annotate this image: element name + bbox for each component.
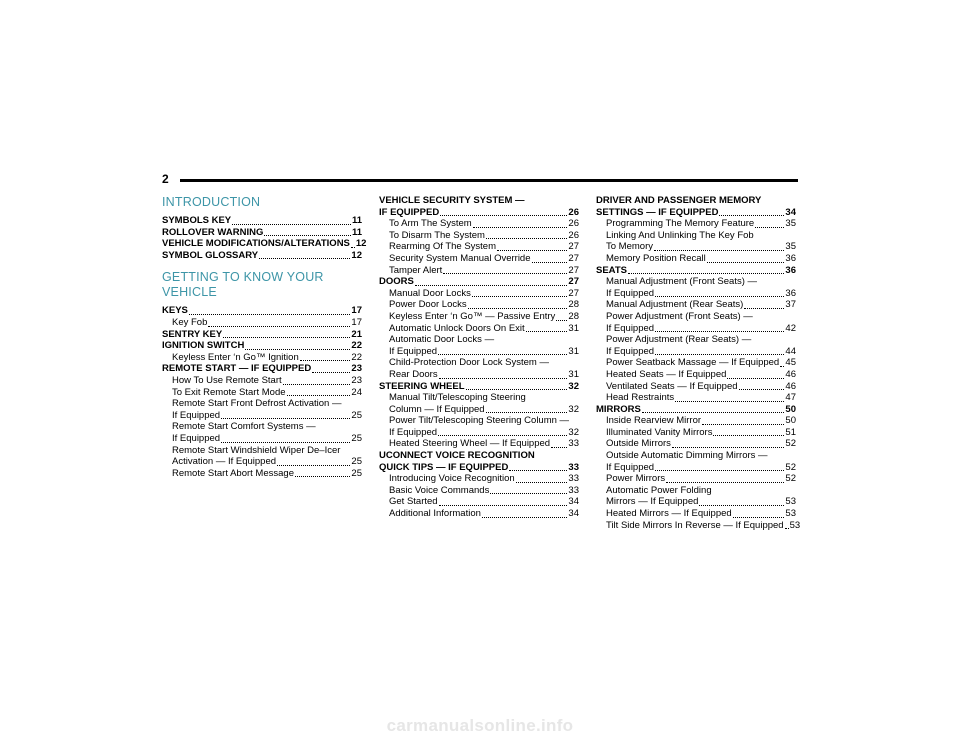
toc-entry-title: Heated Mirrors — If Equipped [606, 508, 732, 520]
dot-leader [655, 470, 784, 471]
toc-page-number: 33 [568, 461, 579, 473]
toc-page-number: 53 [785, 508, 796, 520]
toc-entry[interactable] [596, 357, 796, 369]
toc-entry-title: Keyless Enter ‘n Go™ Ignition [172, 351, 299, 363]
toc-column-2 [379, 195, 579, 520]
dot-leader [287, 395, 351, 396]
toc-entry[interactable] [162, 433, 362, 445]
toc-entry-title: ROLLOVER WARNING [162, 226, 264, 238]
toc-entry[interactable] [379, 253, 579, 265]
toc-page-number: 36 [785, 287, 796, 299]
toc-entry-title: SENTRY KEY [162, 328, 223, 340]
dot-leader [702, 424, 784, 425]
page-number: 2 [162, 172, 169, 186]
toc-entry[interactable] [596, 415, 796, 427]
dot-leader [232, 224, 351, 225]
toc-entry[interactable] [379, 218, 579, 230]
toc-page-number: 25 [351, 467, 362, 479]
toc-entry-title: Memory Position Recall [606, 252, 706, 264]
toc-heading-entry[interactable] [379, 381, 579, 393]
toc-column-1 [162, 195, 367, 479]
toc-entry[interactable] [379, 508, 579, 520]
toc-entry[interactable] [162, 387, 362, 399]
dot-leader [516, 482, 568, 483]
toc-entry[interactable] [379, 369, 579, 381]
toc-entry-line[interactable]: Automatic Power Folding [606, 484, 712, 496]
toc-page-number: 52 [785, 438, 796, 450]
toc-entry-title: SYMBOLS KEY [162, 215, 232, 226]
toc-page-number: 46 [785, 368, 796, 380]
dot-leader [642, 412, 785, 413]
dot-leader [526, 331, 568, 332]
toc-page-number: 34 [568, 508, 579, 520]
toc-entry-title: To Disarm The System [389, 229, 485, 241]
toc-page-number: 28 [568, 299, 579, 311]
toc-entry[interactable] [596, 519, 801, 532]
toc-heading-entry[interactable] [596, 265, 796, 277]
toc-entry-title: To Arm The System [389, 218, 472, 230]
toc-entry[interactable] [379, 230, 579, 242]
toc-entry-title: Ventilated Seats — If Equipped [606, 380, 738, 392]
toc-page-number: 53 [785, 496, 796, 508]
toc-heading-entry[interactable] [162, 340, 362, 352]
dot-leader [707, 262, 785, 263]
toc-page-number: 50 [785, 403, 796, 415]
toc-entry-line[interactable]: Power Adjustment (Rear Seats) — [606, 334, 752, 346]
dot-leader [744, 308, 784, 309]
dot-leader [208, 326, 350, 327]
dot-leader [727, 378, 784, 379]
dot-leader [295, 476, 350, 477]
toc-entry-title: Rearming Of The System [389, 241, 497, 253]
toc-page-number: 22 [351, 340, 362, 352]
dot-leader [780, 366, 784, 367]
dot-leader [264, 235, 351, 236]
toc-entry-line[interactable]: Remote Start Front Defrost Activation — [172, 398, 342, 410]
dot-leader [654, 250, 784, 251]
toc-page-number: 26 [568, 218, 579, 230]
toc-entry-title: If Equipped [172, 432, 221, 444]
toc-entry[interactable] [162, 317, 362, 329]
toc-page-number: 31 [568, 322, 579, 334]
toc-heading-entry[interactable] [162, 305, 362, 317]
toc-entry[interactable] [596, 462, 796, 474]
toc-heading-entry[interactable] [162, 215, 362, 227]
dot-leader [221, 418, 350, 419]
dot-leader [439, 505, 568, 506]
toc-entry[interactable] [162, 468, 362, 480]
toc-entry[interactable] [596, 369, 796, 381]
toc-entry-line[interactable]: Manual Adjustment (Front Seats) — [606, 276, 758, 288]
toc-entry-title: Power Seatback Massage — If Equipped [606, 357, 780, 369]
dot-leader [482, 517, 568, 518]
toc-heading-entry[interactable] [596, 404, 796, 416]
toc-entry[interactable] [162, 352, 362, 364]
toc-entry-title: Illuminated Vanity Mirrors [606, 426, 713, 438]
toc-page-number: 52 [785, 461, 796, 473]
toc-page-number: 36 [785, 252, 796, 264]
toc-entry-title: Head Restraints [606, 392, 675, 404]
toc-entry-title: Get Started [389, 496, 438, 508]
toc-entry-title: SETTINGS — IF EQUIPPED [596, 206, 719, 218]
toc-entry[interactable] [596, 473, 796, 485]
toc-entry-title: If Equipped [606, 287, 655, 299]
toc-entry-title: Activation — If Equipped [172, 456, 277, 468]
toc-entry[interactable] [596, 392, 796, 404]
toc-entry-title: Tilt Side Mirrors In Reverse — If Equipped [606, 519, 784, 531]
dot-leader [509, 470, 567, 471]
toc-page-number: 33 [568, 473, 579, 485]
dot-leader [259, 258, 350, 259]
toc-page-number: 11 [351, 215, 362, 226]
toc-page-number: 45 [785, 357, 796, 369]
toc-entry-title: Keyless Enter ‘n Go™ — Passive Entry [389, 310, 556, 322]
toc-entry-title: If Equipped [606, 461, 655, 473]
toc-page-number: 27 [568, 241, 579, 253]
toc-entry-title: IF EQUIPPED [379, 206, 440, 218]
header-rule [180, 179, 798, 182]
toc-page-number: 27 [568, 252, 579, 264]
section-list-getting-to-know [162, 305, 362, 479]
dot-leader [351, 247, 355, 248]
toc-entry-title: Key Fob [172, 316, 208, 328]
toc-page-number: 46 [785, 380, 796, 392]
toc-entry[interactable] [596, 241, 796, 253]
toc-page-number: 31 [568, 345, 579, 357]
toc-page-number: 25 [351, 456, 362, 468]
toc-entry-title: Power Mirrors [606, 473, 666, 485]
toc-entry[interactable] [162, 375, 362, 387]
dot-leader [473, 227, 568, 228]
toc-heading-entry[interactable] [379, 462, 579, 474]
toc-page-number: 35 [785, 218, 796, 230]
dot-leader [755, 227, 784, 228]
toc-entry-line[interactable]: Outside Automatic Dimming Mirrors — [606, 450, 768, 462]
toc-entry-title: STEERING WHEEL [379, 380, 465, 392]
dot-leader [415, 285, 568, 286]
dot-leader [655, 331, 784, 332]
dot-leader [440, 215, 567, 216]
toc-page-number: 22 [351, 351, 362, 363]
dot-leader [556, 320, 567, 321]
toc-entry[interactable] [596, 427, 796, 439]
toc-entry[interactable] [379, 311, 579, 323]
toc-page-number: 17 [351, 316, 362, 328]
toc-entry[interactable] [596, 288, 796, 300]
toc-entry-title: Mirrors — If Equipped [606, 496, 699, 508]
dot-leader [532, 262, 568, 263]
toc-entry-title: IGNITION SWITCH [162, 340, 245, 352]
dot-leader [785, 528, 789, 529]
toc-entry-title: Heated Seats — If Equipped [606, 368, 727, 380]
toc-entry-title: Basic Voice Commands [389, 484, 490, 496]
toc-entry[interactable] [379, 299, 579, 311]
toc-entry-title: KEYS [162, 305, 188, 317]
toc-page-number: 34 [785, 206, 796, 218]
toc-heading-entry[interactable] [162, 363, 362, 375]
toc-page-number: 27 [568, 276, 579, 288]
dot-leader [438, 354, 567, 355]
toc-page-number: 12 [351, 249, 362, 261]
dot-leader [666, 482, 784, 483]
toc-heading-entry[interactable] [379, 276, 579, 288]
toc-entry-title: Additional Information [389, 508, 481, 520]
dot-leader [628, 273, 784, 274]
toc-entry[interactable] [596, 381, 796, 393]
toc-entry-title: REMOTE START — IF EQUIPPED [162, 363, 312, 375]
toc-page-number: 27 [568, 287, 579, 299]
dot-leader [739, 389, 785, 390]
dot-leader [300, 360, 351, 361]
toc-heading-entry[interactable] [162, 227, 362, 239]
toc-entry[interactable] [162, 456, 362, 468]
toc-entry-title: Heated Steering Wheel — If Equipped [389, 438, 551, 450]
toc-heading-entry[interactable] [162, 250, 362, 262]
toc-entry-title: SYMBOL GLOSSARY [162, 249, 259, 261]
dot-leader [675, 401, 784, 402]
dot-leader [699, 505, 784, 506]
toc-page-number: 12 [355, 238, 367, 250]
toc-entry-title: Outside Mirrors [606, 438, 671, 450]
toc-entry[interactable] [596, 496, 796, 508]
toc-entry[interactable] [379, 265, 579, 277]
toc-entry-line[interactable]: Linking And Unlinking The Key Fob [606, 229, 754, 241]
toc-heading-entry[interactable] [379, 207, 579, 219]
toc-entry[interactable] [596, 508, 796, 520]
toc-page-number: 25 [351, 409, 362, 421]
dot-leader [466, 389, 568, 390]
toc-page-number: 17 [351, 305, 362, 317]
toc-entry[interactable] [379, 288, 579, 300]
toc-entry-title: Inside Rearview Mirror [606, 415, 702, 427]
toc-entry-title: Introducing Voice Recognition [389, 473, 515, 485]
toc-page-number: 11 [351, 226, 362, 238]
toc-entry-line[interactable]: Power Tilt/Telescoping Steering Column — [389, 415, 570, 427]
toc-entry-line[interactable]: Manual Tilt/Telescoping Steering [389, 392, 526, 404]
toc-page-number: 21 [351, 328, 362, 340]
toc-entry[interactable] [596, 218, 796, 230]
toc-page-number: 26 [568, 206, 579, 218]
toc-page-number: 23 [351, 374, 362, 386]
dot-leader [713, 435, 784, 436]
dot-leader [221, 442, 350, 443]
toc-entry-title: MIRRORS [596, 403, 641, 415]
toc-entry-title: If Equipped [606, 322, 655, 334]
dot-leader [486, 412, 568, 413]
toc-heading-line[interactable]: UCONNECT VOICE RECOGNITION [379, 450, 535, 462]
toc-entry-title: Rear Doors [389, 368, 438, 380]
dot-leader [486, 238, 568, 239]
dot-leader [277, 465, 350, 466]
toc-entry[interactable] [596, 299, 796, 311]
toc-entry-title: Remote Start Abort Message [172, 467, 294, 479]
toc-page-number: 42 [785, 322, 796, 334]
toc-entry-title: If Equipped [389, 426, 438, 438]
dot-leader [468, 308, 568, 309]
toc-page-number: 25 [351, 432, 362, 444]
toc-page-number: 50 [785, 415, 796, 427]
dot-leader [733, 517, 785, 518]
toc-heading-entry[interactable] [162, 329, 362, 341]
section-title-introduction: INTRODUCTION [162, 195, 261, 209]
toc-entry-title: Manual Door Locks [389, 287, 471, 299]
watermark: carmanualsonline.info [386, 716, 574, 735]
toc-entry[interactable] [379, 485, 579, 497]
toc-entry-title: To Exit Remote Start Mode [172, 386, 286, 398]
toc-page-number: 47 [785, 392, 796, 404]
dot-leader [312, 372, 350, 373]
dot-leader [189, 314, 351, 315]
toc-page-number: 36 [785, 264, 796, 276]
toc-page-number: 27 [568, 264, 579, 276]
dot-leader [439, 378, 568, 379]
toc-entry-title: Tamper Alert [389, 264, 443, 276]
toc-entry[interactable] [379, 241, 579, 253]
toc-entry[interactable] [596, 438, 796, 450]
toc-entry-title: How To Use Remote Start [172, 374, 282, 386]
dot-leader [223, 337, 350, 338]
dot-leader [443, 273, 567, 274]
toc-page-number: 23 [351, 363, 362, 375]
dot-leader [655, 296, 784, 297]
toc-entry[interactable] [379, 473, 579, 485]
section-title-getting-to-know: GETTING TO KNOW YOUR VEHICLE [162, 270, 324, 300]
toc-entry-line[interactable]: Power Adjustment (Front Seats) — [606, 310, 753, 322]
toc-entry[interactable] [162, 410, 362, 422]
toc-entry-title: Automatic Unlock Doors On Exit [389, 322, 525, 334]
toc-entry-title: If Equipped [389, 345, 438, 357]
dot-leader [672, 447, 784, 448]
dot-leader [497, 250, 567, 251]
toc-entry[interactable] [596, 346, 796, 358]
toc-entry-title: QUICK TIPS — IF EQUIPPED [379, 461, 509, 473]
toc-heading-entry[interactable] [162, 238, 367, 250]
toc-column-3 [596, 195, 801, 531]
toc-entry-title: Programming The Memory Feature [606, 218, 755, 230]
toc-entry[interactable] [596, 253, 796, 265]
toc-entry-title: To Memory [606, 241, 653, 253]
dot-leader [438, 435, 567, 436]
toc-heading-line[interactable]: VEHICLE SECURITY SYSTEM — [379, 195, 525, 206]
toc-entry[interactable] [379, 323, 579, 335]
toc-page-number: 33 [568, 438, 579, 450]
toc-page-number: 31 [568, 368, 579, 380]
toc-page-number: 32 [568, 426, 579, 438]
toc-page-number: 35 [785, 241, 796, 253]
toc-page-number: 32 [568, 403, 579, 415]
toc-entry[interactable] [596, 323, 796, 335]
toc-page-number: 53 [789, 519, 801, 531]
dot-leader [245, 349, 350, 350]
toc-entry[interactable] [379, 496, 579, 508]
toc-entry[interactable] [379, 404, 579, 416]
dot-leader [551, 447, 567, 448]
toc-entry-title: Power Door Locks [389, 299, 467, 311]
toc-page-number: 24 [351, 386, 362, 398]
dot-leader [283, 384, 351, 385]
toc-entry[interactable] [379, 346, 579, 358]
toc-entry-title: VEHICLE MODIFICATIONS/ALTERATIONS [162, 238, 350, 250]
dot-leader [719, 215, 784, 216]
toc-entry-title: If Equipped [172, 409, 221, 421]
dot-leader [472, 296, 568, 297]
toc-heading-entry[interactable] [596, 207, 796, 219]
toc-page-number: 26 [568, 229, 579, 241]
toc-page-number: 37 [785, 299, 796, 311]
toc-entry-line[interactable]: Remote Start Windshield Wiper De–Icer [172, 444, 341, 456]
toc-entry-title: SEATS [596, 264, 627, 276]
toc-page-number: 51 [785, 426, 796, 438]
toc-entry-title: DOORS [379, 276, 414, 288]
toc-page-number: 52 [785, 473, 796, 485]
toc-entry-title: Column — If Equipped [389, 403, 485, 415]
toc-entry-line[interactable]: Child-Protection Door Lock System — [389, 357, 549, 369]
dot-leader [490, 493, 567, 494]
toc-page-number: 28 [568, 310, 579, 322]
toc-entry-title: If Equipped [606, 345, 655, 357]
toc-entry-title: Manual Adjustment (Rear Seats) [606, 299, 744, 311]
toc-page-number: 44 [785, 345, 796, 357]
toc-page-number: 34 [568, 496, 579, 508]
toc-entry-line[interactable]: Remote Start Comfort Systems — [172, 421, 316, 433]
toc-heading-line[interactable]: DRIVER AND PASSENGER MEMORY [596, 195, 762, 206]
dot-leader [655, 354, 784, 355]
section-list-introduction [162, 215, 367, 261]
toc-entry[interactable] [379, 438, 579, 450]
toc-page-number: 32 [568, 380, 579, 392]
toc-entry-title: Security System Manual Override [389, 252, 531, 264]
toc-entry-line[interactable]: Automatic Door Locks — [389, 334, 495, 346]
toc-page-number: 33 [568, 484, 579, 496]
toc-entry[interactable] [379, 427, 579, 439]
